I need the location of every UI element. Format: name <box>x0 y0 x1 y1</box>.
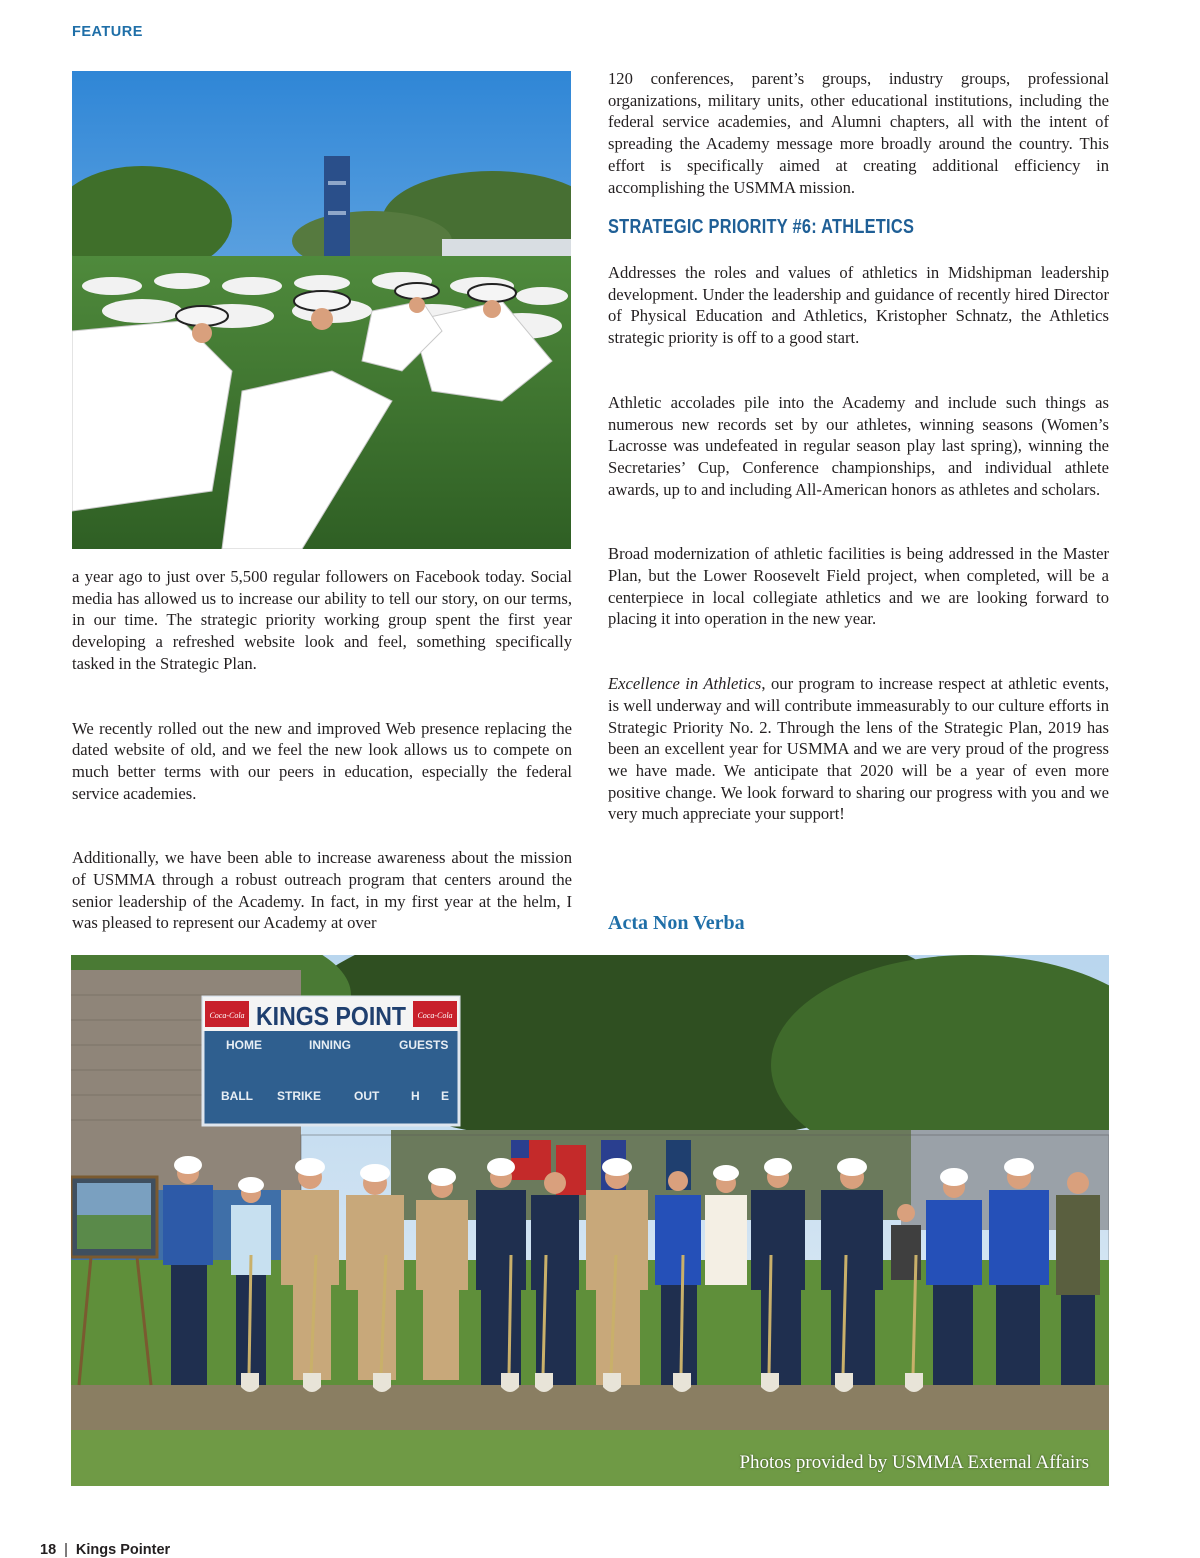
scoreboard-label: STRIKE <box>277 1089 322 1103</box>
program-name: Excellence in Athletics <box>608 674 762 694</box>
groundbreaking-ceremony-photo <box>71 955 1109 1486</box>
scoreboard-label: HOME <box>226 1038 262 1052</box>
photo-credit: Photos provided by USMMA External Affairs <box>739 1452 1089 1473</box>
page-number: 18 <box>40 1542 57 1558</box>
publication-name: Kings Pointer <box>75 1542 171 1558</box>
body-paragraph: Athletic accolades pile into the Academy and include such things as numerous new records set by our athletes, winning seasons (Women’s Lacrosse was undefeated in regular season play last spring), winning the Secretaries’ Cup, Conference championships, and individual athlete awards, up to and including All-American honors as athletes and scholars. <box>608 392 1109 499</box>
scoreboard-label: H <box>411 1089 420 1103</box>
closing-text: , our program to increase respect at athletic events, is well underway and will contribute immeasurably to our culture efforts in Strategic Priority No. 2. Through the lens of the Strategic Plan, 2019 has been an excellent year for USMMA and we are very proud of the progress we have made. We anticipate that 2020 will be a year of even more positive change. We look forward to sharing our progress with you and we very much appreciate your support! <box>608 674 1110 824</box>
midshipmen-pushups-photo <box>72 71 571 549</box>
left-text-column <box>72 566 572 934</box>
scoreboard-label: E <box>441 1089 450 1103</box>
scoreboard-label: BALL <box>221 1089 253 1103</box>
right-text-column <box>608 262 1109 825</box>
closing-paragraph <box>608 673 1109 825</box>
page-footer <box>40 1542 170 1558</box>
body-paragraph: Broad modernization of athletic facilities is being addressed in the Master Plan, but the Lower Roosevelt Field project, when completed, will be a centerpiece in local collegiate athletics and we are looking forward to placing it into operation in the new year. <box>608 544 1109 629</box>
body-paragraph: Addresses the roles and values of athletics in Midshipman leadership development. Under the leadership and guidance of recently hired Director of Physical Education and Athletics, Kristopher Schnatz, the Athletics strategic priority is off to a good start. <box>608 263 1109 348</box>
body-paragraph: 120 conferences, parent’s groups, industry groups, professional organizations, military units, other educational institutions, including the federal service academies, and Alumni chapters, all with the intent of spreading the Academy message more broadly around the country. This effort is specifically aimed at creating additional efficiency in accomplishing the USMMA mission. <box>608 69 1109 197</box>
scoreboard-label: INNING <box>309 1038 351 1052</box>
motto-heading: Acta Non Verba <box>608 912 745 934</box>
scoreboard-title: KINGS POINT <box>256 1001 407 1031</box>
scoreboard-label: GUESTS <box>399 1038 449 1052</box>
section-label: FEATURE <box>72 24 143 40</box>
body-paragraph: We recently rolled out the new and improved Web presence replacing the dated website of old, and we feel the new look allows us to compete on much better terms with our peers in education, especially the federal service academies. <box>72 718 572 803</box>
footer-separator: | <box>64 1542 68 1558</box>
scoreboard-label: OUT <box>354 1089 380 1103</box>
body-paragraph: a year ago to just over 5,500 regular followers on Facebook today. Social media has allowed us to increase our ability to tell our story, on our terms, in our time. The strategic priority working group spent the first year developing a refreshed website look and feel, something specifically tasked in the Strategic Plan. <box>72 567 572 673</box>
scoreboard-right-sign: Coca-Cola <box>417 1011 453 1020</box>
body-paragraph: Additionally, we have been able to increase awareness about the mission of USMMA through a robust outreach program that centers around the senior leadership of the Academy. In fact, in my first year at the helm, I was pleased to represent our Academy at over <box>72 848 572 933</box>
section-heading: STRATEGIC PRIORITY #6: ATHLETICS <box>608 216 915 238</box>
scoreboard-left-sign: Coca-Cola <box>209 1011 245 1020</box>
right-column-intro <box>608 68 1109 198</box>
